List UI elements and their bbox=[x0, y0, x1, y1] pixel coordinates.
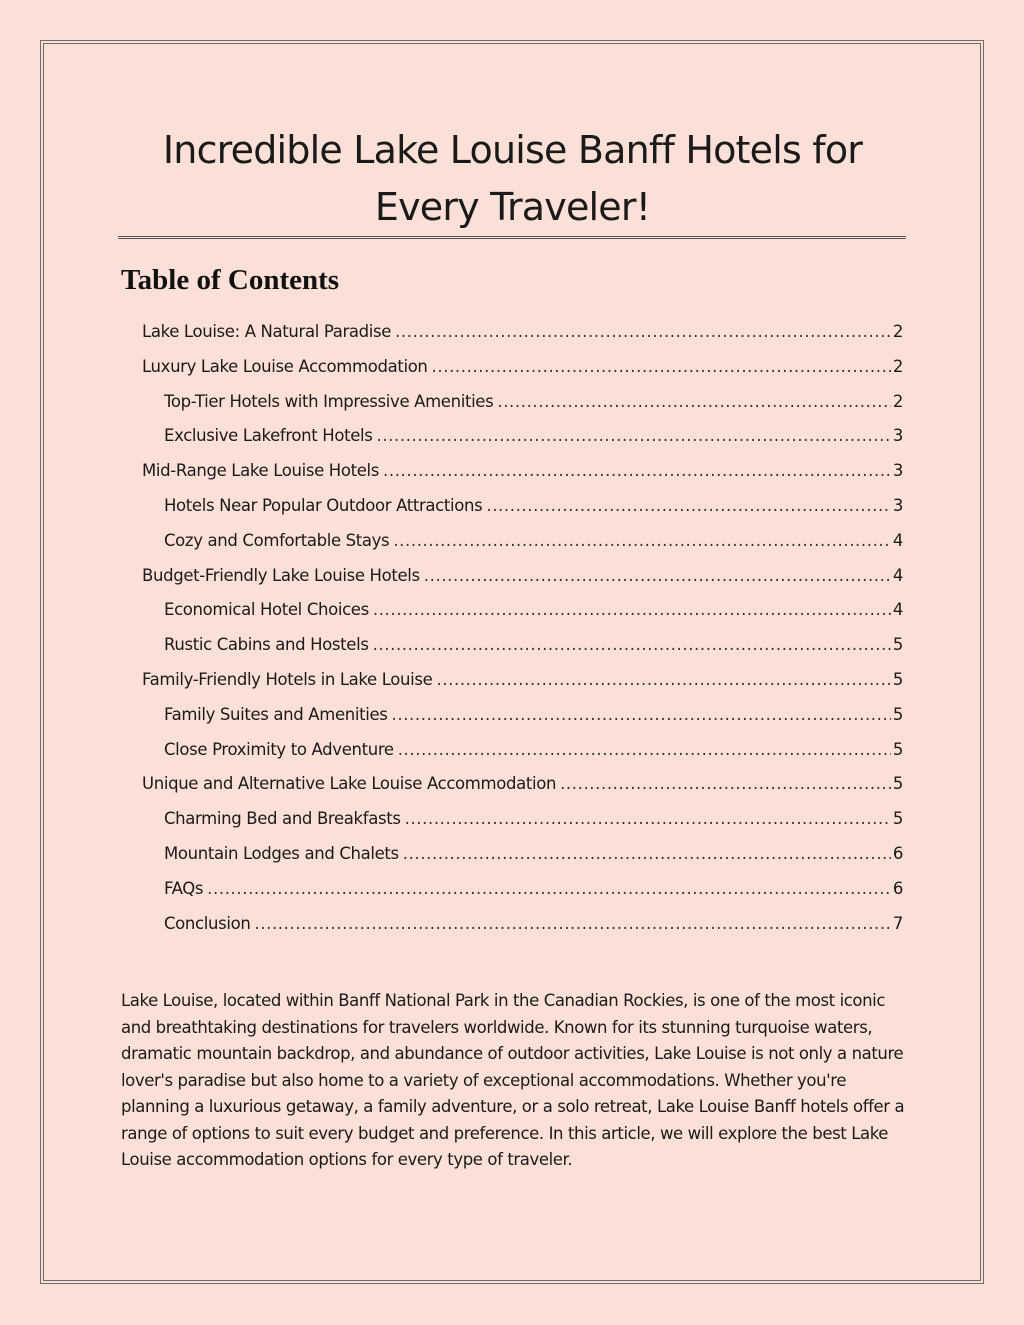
toc-entry-label: Top-Tier Hotels with Impressive Amenities bbox=[164, 391, 494, 411]
document-title: Incredible Lake Louise Banff Hotels for Every Traveler! bbox=[162, 128, 863, 229]
toc-dot-leader bbox=[436, 663, 890, 698]
toc-entry[interactable] bbox=[142, 628, 903, 663]
toc-dot-leader bbox=[393, 524, 891, 559]
toc-page-number: 4 bbox=[892, 600, 903, 620]
toc-entry-label: Rustic Cabins and Hostels bbox=[164, 635, 369, 655]
toc-entry-label: Mountain Lodges and Chalets bbox=[164, 843, 399, 863]
toc-page-number: 2 bbox=[892, 391, 903, 411]
toc-entry-label: Conclusion bbox=[164, 913, 251, 933]
toc-entry[interactable] bbox=[142, 802, 903, 837]
toc-dot-leader bbox=[383, 454, 891, 489]
toc-entry-label: Close Proximity to Adventure bbox=[164, 739, 394, 759]
toc-entry[interactable] bbox=[142, 663, 903, 698]
toc-page-number: 7 bbox=[892, 913, 903, 933]
toc-dot-leader bbox=[560, 767, 891, 802]
toc-page-number: 6 bbox=[892, 878, 903, 898]
toc-page-number: 2 bbox=[892, 322, 903, 341]
toc-dot-leader bbox=[432, 350, 891, 385]
toc-entry-label: Family-Friendly Hotels in Lake Louise bbox=[142, 669, 433, 689]
toc-dot-leader bbox=[486, 489, 890, 524]
toc-entry[interactable] bbox=[142, 872, 903, 907]
toc-entry-label: FAQs bbox=[164, 878, 204, 898]
title-divider bbox=[118, 236, 906, 239]
toc-entry-label: Family Suites and Amenities bbox=[164, 704, 388, 724]
toc-entry[interactable] bbox=[142, 385, 903, 420]
toc-dot-leader bbox=[403, 837, 891, 872]
toc-page-number: 5 bbox=[892, 669, 903, 689]
toc-page-number: 5 bbox=[892, 739, 903, 759]
toc-entry[interactable] bbox=[142, 767, 903, 802]
toc-dot-leader bbox=[207, 872, 891, 907]
toc-entry[interactable] bbox=[142, 559, 903, 594]
toc-dot-leader bbox=[392, 698, 891, 733]
toc-entry[interactable] bbox=[142, 489, 903, 524]
toc-entry-label: Budget-Friendly Lake Louise Hotels bbox=[142, 565, 420, 585]
toc-entry-label: Unique and Alternative Lake Louise Accommodation bbox=[142, 774, 557, 794]
toc-page-number: 5 bbox=[892, 704, 903, 724]
toc-page-number: 3 bbox=[892, 495, 903, 515]
toc-entry[interactable] bbox=[142, 733, 903, 768]
toc-entry[interactable] bbox=[142, 837, 903, 872]
toc-entry[interactable] bbox=[142, 454, 903, 489]
toc-entry-label: Lake Louise: A Natural Paradise bbox=[142, 322, 392, 341]
toc-entry-label: Mid-Range Lake Louise Hotels bbox=[142, 461, 379, 481]
toc-dot-leader bbox=[424, 559, 891, 594]
toc-entry-label: Charming Bed and Breakfasts bbox=[164, 809, 401, 829]
toc-page-number: 3 bbox=[892, 426, 903, 446]
toc-dot-leader bbox=[373, 628, 891, 663]
toc-entry[interactable] bbox=[142, 524, 903, 559]
table-of-contents bbox=[142, 315, 903, 941]
toc-page-number: 5 bbox=[892, 774, 903, 794]
toc-entry-label: Economical Hotel Choices bbox=[164, 600, 369, 620]
toc-dot-leader bbox=[398, 733, 891, 768]
intro-paragraph: Lake Louise, located within Banff National Park in the Canadian Rockies, is one of the most iconic and breathtaking destinations for travelers worldwide. Known for its stunning turquoise waters, dramatic mountain backdrop, and abundance of outdoor activities, Lake Louise is not only a nature lover's paradise but also home to a variety of exceptional accommodations. Whether you're planning a luxurious getaway, a family adventure, or a solo retreat, Lake Louise Banff hotels offer a range of options to suit every budget and preference. In this article, we will explore the best Lake Louise accommodation options for every type of traveler. bbox=[121, 991, 905, 1169]
toc-entry-label: Cozy and Comfortable Stays bbox=[164, 530, 390, 550]
toc-entry-label: Luxury Lake Louise Accommodation bbox=[142, 356, 428, 376]
toc-entry[interactable] bbox=[142, 907, 903, 942]
toc-entry-label: Hotels Near Popular Outdoor Attractions bbox=[164, 495, 483, 515]
toc-dot-leader bbox=[497, 385, 890, 420]
toc-entry[interactable] bbox=[142, 315, 903, 350]
toc-page-number: 5 bbox=[892, 809, 903, 829]
toc-page-number: 3 bbox=[892, 461, 903, 481]
toc-entry[interactable] bbox=[142, 593, 903, 628]
toc-dot-leader bbox=[405, 802, 891, 837]
toc-dot-leader bbox=[395, 315, 891, 350]
toc-entry[interactable] bbox=[142, 350, 903, 385]
toc-dot-leader bbox=[254, 907, 890, 942]
toc-entry-label: Exclusive Lakefront Hotels bbox=[164, 426, 373, 446]
toc-heading: Table of Contents bbox=[121, 264, 340, 296]
toc-page-number: 6 bbox=[892, 843, 903, 863]
toc-page-number: 2 bbox=[892, 356, 903, 376]
toc-page-number: 4 bbox=[892, 565, 903, 585]
toc-entry[interactable] bbox=[142, 419, 903, 454]
toc-dot-leader bbox=[373, 593, 891, 628]
toc-page-number: 5 bbox=[892, 635, 903, 655]
toc-page-number: 4 bbox=[892, 530, 903, 550]
toc-dot-leader bbox=[376, 419, 890, 454]
toc-entry[interactable] bbox=[142, 698, 903, 733]
